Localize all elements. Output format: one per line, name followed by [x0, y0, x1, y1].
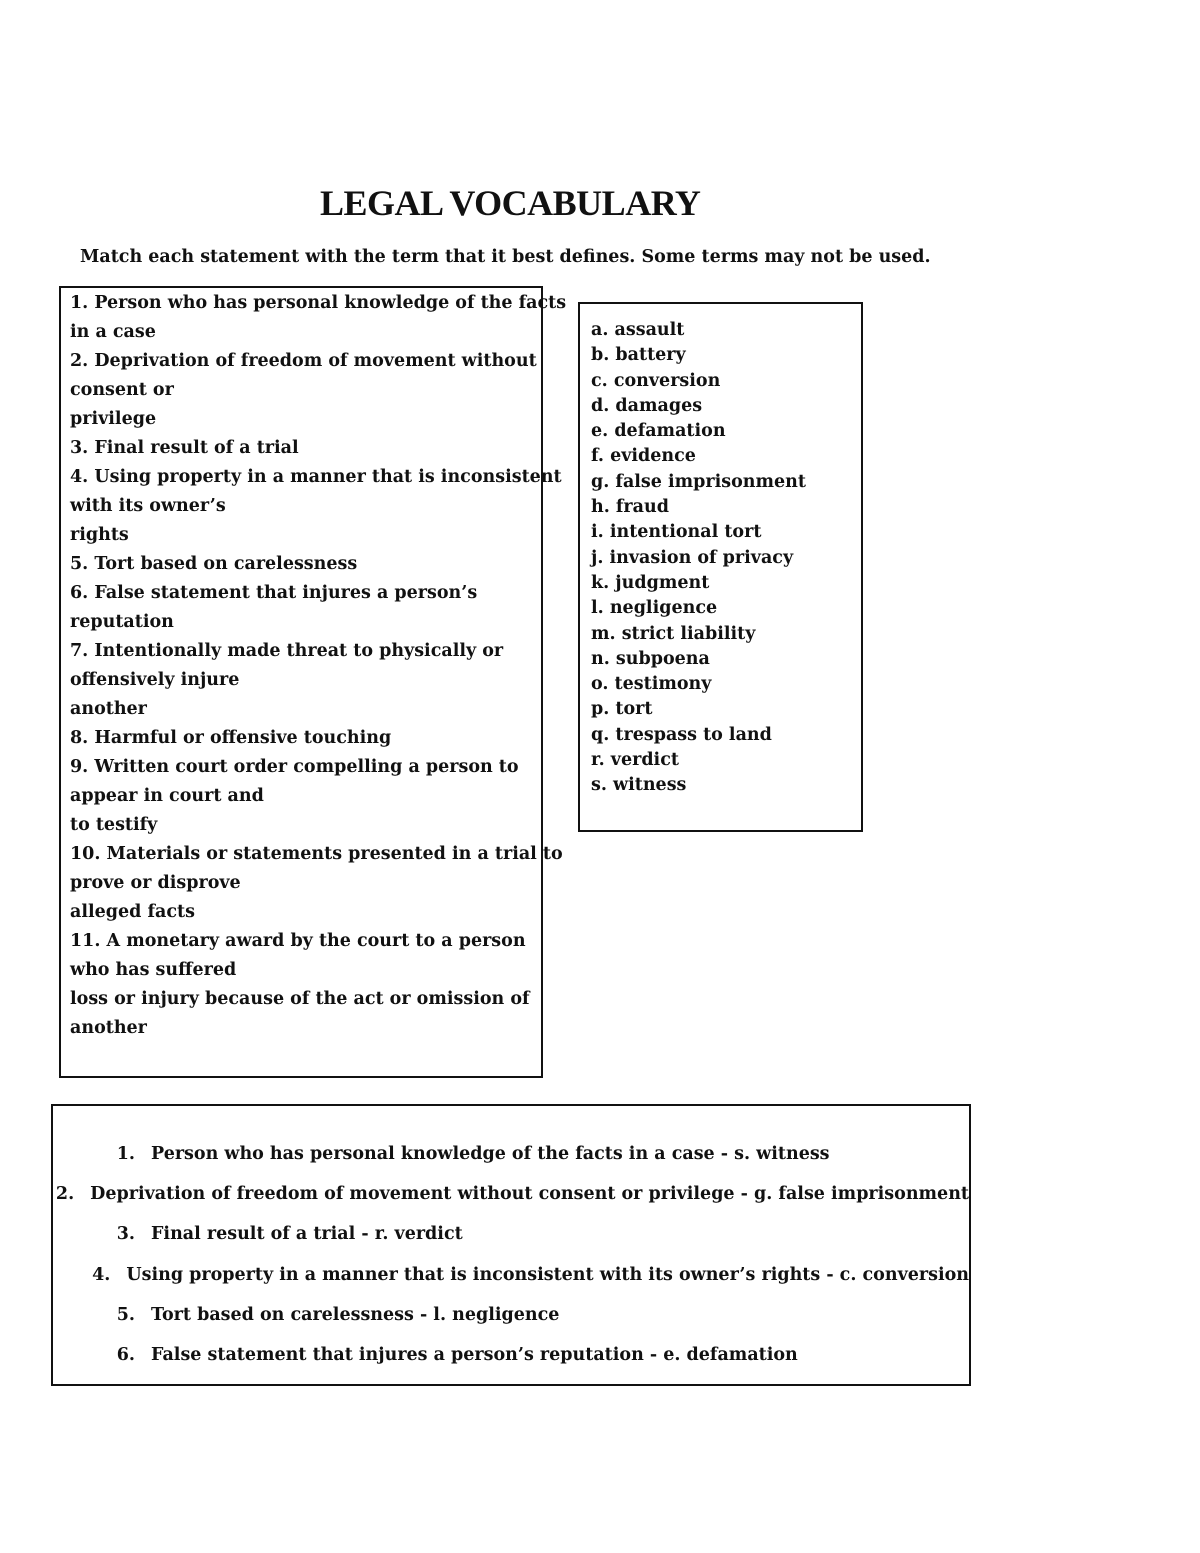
statement-line: 5. Tort based on carelessness — [70, 554, 358, 574]
term-item: e. defamation — [591, 421, 726, 442]
term-item: q. trespass to land — [591, 724, 772, 745]
answer-text: Using property in a manner that is inconsistent with its owner’s rights - c. conversion — [126, 1264, 969, 1285]
term-item: d. damages — [591, 395, 703, 416]
statement-line: privilege — [70, 409, 157, 429]
statement-line: appear in court and — [70, 786, 264, 806]
statement-line: rights — [70, 525, 129, 545]
term-item: n. subpoena — [591, 648, 710, 669]
answer-number: 2. — [55, 1184, 75, 1205]
statement-line: prove or disprove — [70, 873, 241, 893]
page-title: LEGAL VOCABULARY — [320, 183, 701, 223]
answers-box — [51, 1104, 971, 1386]
statement-line: loss or injury because of the act or omission of — [70, 989, 530, 1009]
term-item: o. testimony — [591, 674, 712, 695]
term-item: h. fraud — [591, 497, 669, 518]
answer-text: Person who has personal knowledge of the facts in a case - s. witness — [151, 1144, 830, 1164]
statement-line: offensively injure — [70, 670, 240, 690]
term-item: j. invasion of privacy — [591, 547, 794, 568]
statement-line: 9. Written court order compelling a person to — [70, 757, 519, 777]
statement-line: 10. Materials or statements presented in a trial to — [70, 844, 563, 864]
answer-number: 5. — [116, 1304, 135, 1325]
statement-line: to testify — [70, 815, 158, 835]
answer-item — [53, 1345, 969, 1385]
answer-text: Final result of a trial - r. verdict — [151, 1224, 463, 1245]
statement-line: 2. Deprivation of freedom of movement without — [70, 351, 537, 371]
answer-text: False statement that injures a person’s reputation - e. defamation — [151, 1344, 798, 1365]
term-item: g. false imprisonment — [591, 471, 806, 492]
statement-line: another — [70, 699, 147, 719]
statement-line: 7. Intentionally made threat to physically or — [70, 641, 504, 661]
answer-number: 1. — [116, 1144, 135, 1164]
terms-box — [578, 302, 863, 832]
statement-line: another — [70, 1018, 147, 1038]
term-item: f. evidence — [591, 446, 696, 467]
answer-item — [53, 1305, 969, 1345]
term-item: k. judgment — [591, 572, 710, 593]
term-item: a. assault — [591, 320, 685, 340]
statement-line: 4. Using property in a manner that is inconsistent — [70, 467, 562, 487]
statement-line: 6. False statement that injures a person’s — [70, 583, 478, 603]
answer-number: 6. — [116, 1344, 135, 1365]
statement-line: reputation — [70, 612, 174, 632]
statement-line: 1. Person who has personal knowledge of the facts — [70, 293, 567, 313]
answer-item — [53, 1265, 969, 1305]
answer-number: 4. — [92, 1264, 111, 1285]
term-item: l. negligence — [591, 598, 718, 619]
instructions-text: Match each statement with the term that it best defines. Some terms may not be used. — [80, 247, 931, 267]
statement-line: alleged facts — [70, 902, 195, 922]
statement-line: who has suffered — [70, 960, 237, 980]
statement-line: consent or — [70, 380, 174, 400]
answers-list — [53, 1144, 969, 1385]
answer-number: 3. — [116, 1224, 135, 1245]
statement-line: in a case — [70, 322, 156, 342]
statement-line: 8. Harmful or offensive touching — [70, 728, 392, 748]
answer-item — [53, 1224, 969, 1264]
statement-line: 11. A monetary award by the court to a person — [70, 931, 526, 951]
term-item: m. strict liability — [591, 623, 756, 644]
term-item: b. battery — [591, 345, 686, 366]
term-item: p. tort — [591, 699, 653, 720]
answer-item — [53, 1184, 969, 1224]
term-item: c. conversion — [591, 370, 721, 391]
statements-box — [59, 286, 567, 1078]
statement-line: with its owner’s — [70, 496, 226, 516]
term-item: i. intentional tort — [591, 522, 762, 543]
statement-line: 3. Final result of a trial — [70, 438, 299, 458]
answer-text: Tort based on carelessness - l. negligence — [151, 1304, 560, 1325]
answer-item — [53, 1144, 969, 1184]
answer-text: Deprivation of freedom of movement without consent or privilege - g. false imprisonment — [90, 1184, 969, 1205]
term-item: s. witness — [591, 775, 687, 796]
term-item: r. verdict — [591, 750, 679, 771]
